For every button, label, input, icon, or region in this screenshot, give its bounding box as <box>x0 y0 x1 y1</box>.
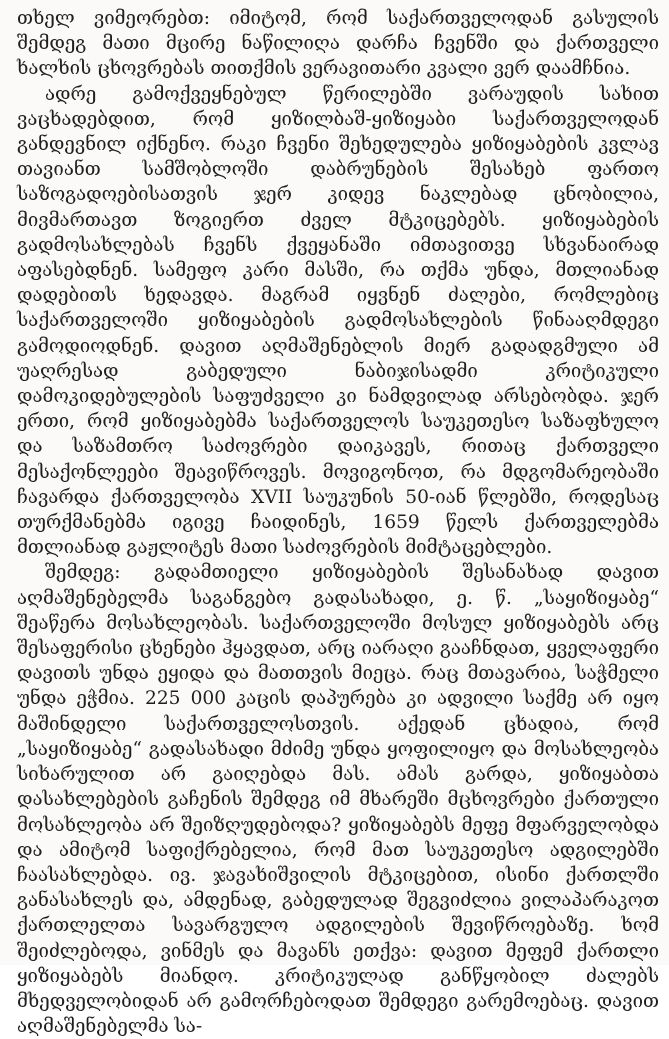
paragraph-3: შემდეგ: გადამთიელი ყიზიყაბების შესანახად დავით აღმაშენებელმა საგანგებო გადასახადი, ე. წ. „საყიზიყაბე“ შეაწერა მოსახლეობას. საქართველოში მოსულ ყიზიყაბებს არც შესაფერისი ცხენები ჰყავდათ, არც იარაღი გააჩნდათ, ყველაფერი დავითს უნდა ეყიდა და მათთვის მიეცა. რაც მთავარია, საჭმელი უნდა ეჭმია. 225 000 კაცის დაპურება კი ადვილი საქმე არ იყო მაშინდელი საქართველოსთვის. აქედან ცხადია, რომ „საყიზიყაბე“ გადასახადი მძიმე უნდა ყოფილიყო და მოსახლეობა სიხარულით არ გაიღებდა მას. ამას გარდა, ყიზიყაბთა დასახლებების გაჩენის შემდეგ იმ მხარეში მცხოვრები ქართული მოსახლეობა არ შეიზღუდებოდა? ყიზიყაბებს მეფე მფარველობდა და ამიტომ საფიქრებელია, რომ მათ საუკეთესო ადგილებში ჩაასახლებდა. ივ. ჯავახიშვილის მტკიცებით, ისინი ქართლში განასახლეს და, ამდენად, გაბედულად შეგვიძლია ვილაპარაკოთ ქართლელთა სავარგულო ადგილების შევიწროებაზე. ხომ შეიძლებოდა, ვინმეს და მავანს ეთქვა: დავით მეფემ ქართლი ყიზიყაბებს მიანდო. კრიტიკულად განწყობილ ძალებს მხედველობიდან არ გამორჩებოდათ შემდეგი გარემოებაც. დავით აღმაშენებელმა სა- <box>17 562 659 1038</box>
paragraph-1: თხელ ვიმეორებთ: იმიტომ, რომ საქართველოდან გასულის შემდეგ მათი მცირე ნაწილიღა დარჩა ჩვენში და ქართველი ხალხის ცხოვრებას თითქმის ვერავითარი კვალი ვერ დაამჩნია. <box>17 8 659 80</box>
paragraph-2: ადრე გამოქვეყნებულ წერილებში ვარაუდის სახით ვაცხადებდით, რომ ყიზილბაშ-ყიზიყაბი საქართველოდან განდევნილ იქნენო. რაკი ჩვენი შეხედულება ყიზიყაბების კვლავ თავიანთ სამშობლოში დაბრუნების შესახებ ფართო საზოგადოებისათვის ჯერ კიდევ ნაკლებად ცნობილია, მივმართავთ ზოგიერთ ძველ მტკიცებებს. ყიზიყაბების გადმოსახლებას ჩვენს ქვეყანაში იმთავითვე სხვანაირად აფასებდნენ. სამეფო კარი მასში, რა თქმა უნდა, მთლიანად დადებითს ხედავდა. მაგრამ იყვნენ ძალები, რომლებიც საქართველოში ყიზიყაბების გადმოსახლების წინააღმდეგი გამოდიოდნენ. დავით აღმაშენებლის მიერ გადადგმული ამ უაღრესად გაბედული ნაბიჯისადმი კრიტიკული დამოკიდებულების საფუძველი კი ნამდვილად არსებობდა. ჯერ ერთი, რომ ყიზიყაბებმა საქართველოს საუკეთესო საზაფხულო და საზამთრო საძოვრები დაიკავეს, რითაც ქართველი მესაქონლეები შეავიწროვეს. მოვიგონოთ, რა მდგომარეობაში ჩავარდა ქართველობა XVII საუკუნის 50-იან წლებში, როდესაც თურქმანებმა იგივე ჩაიდინეს, 1659 წელს ქართველებმა მთლიანად გაჟლიტეს მათი საძოვრების მიმტაცებლები. <box>17 83 659 559</box>
body-text <box>17 6 659 1039</box>
